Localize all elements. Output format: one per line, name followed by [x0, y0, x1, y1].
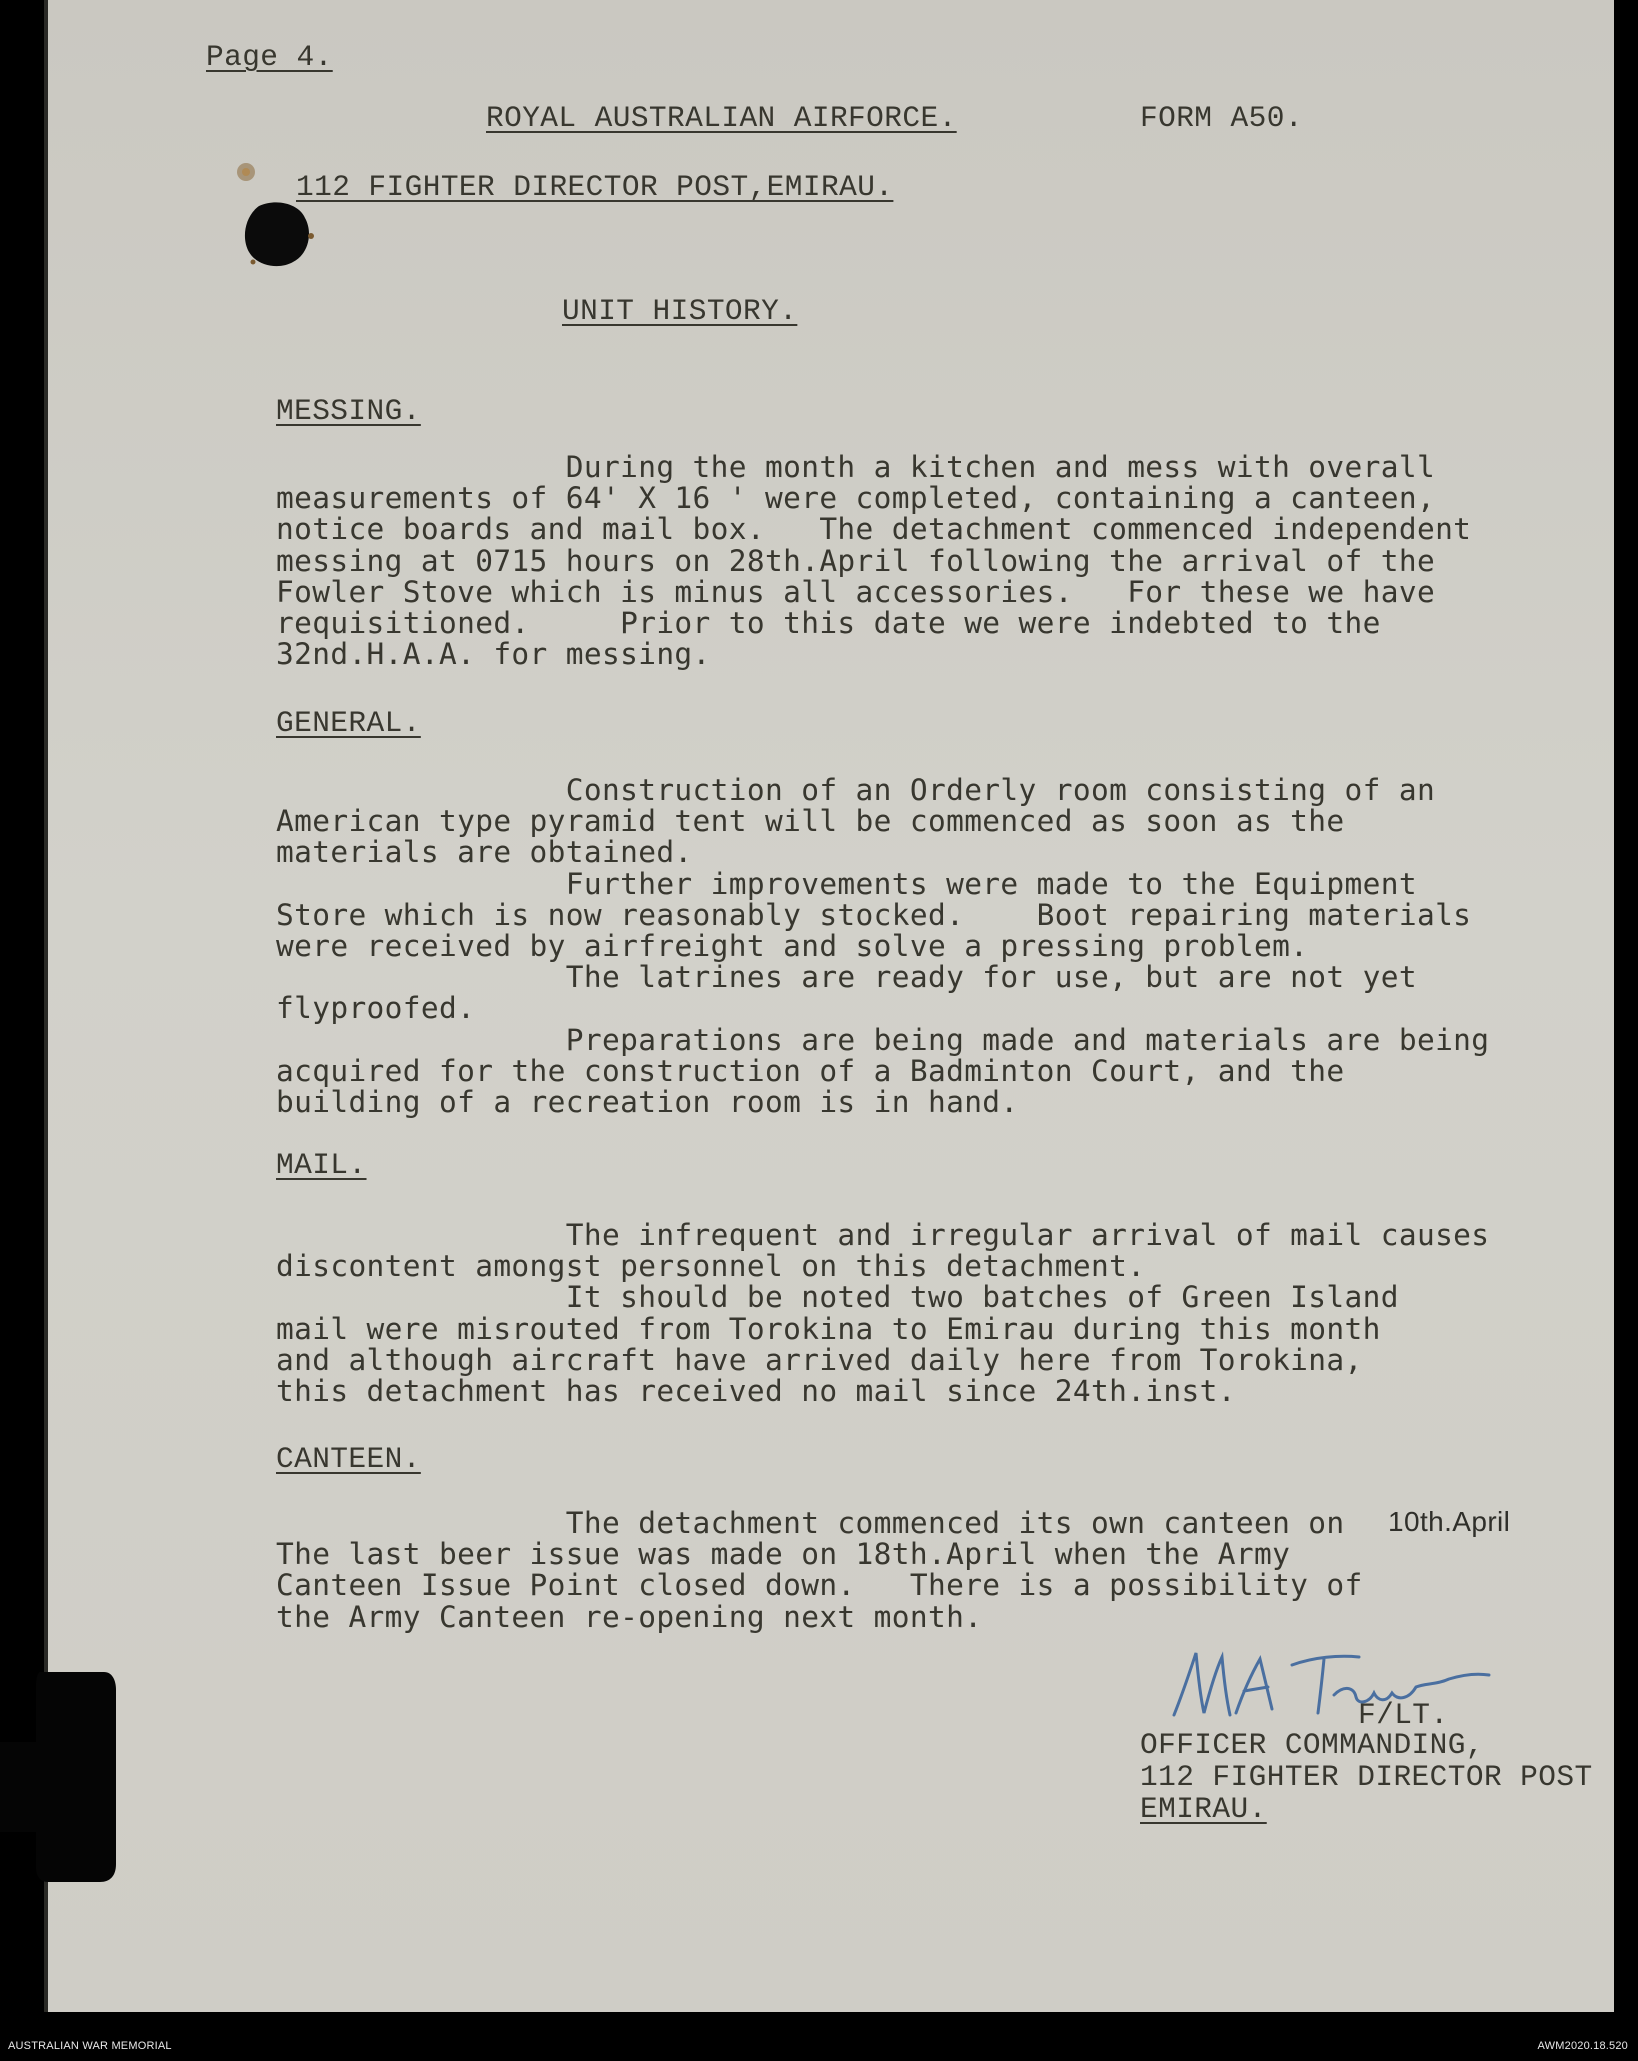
footer-right: AWM2020.18.520 — [1537, 2040, 1628, 2052]
signatory-title: OFFICER COMMANDING, — [1140, 1728, 1484, 1762]
header-unit: 112 FIGHTER DIRECTOR POST,EMIRAU. — [296, 170, 894, 204]
section-text-general: Construction of an Orderly room consisting of an American type pyramid tent will be commenced as soon as the materials are obtained. Further improvements were made to the Equipment Store which is now reasonably stocked. Boot repairing materials were received by airfreight and solve a pressing problem. The latrines are ready for use, but are not yet flyproofed. Preparations are being made and materials are being acquired for the construction of a Badminton Court, and the building of a recreation room is in hand. — [276, 773, 1490, 1120]
canteen-inserted-date: 10th.April — [1388, 1506, 1511, 1537]
section-heading-general: GENERAL. — [276, 706, 421, 740]
section-heading-messing: MESSING. — [276, 394, 421, 428]
burn-hole — [239, 196, 319, 274]
signatory-rank: F/LT. — [1358, 1698, 1449, 1732]
header-org: ROYAL AUSTRALIAN AIRFORCE. — [486, 101, 957, 135]
section-heading-canteen: CANTEEN. — [276, 1442, 421, 1476]
section-heading-mail: MAIL. — [276, 1148, 367, 1182]
signatory-location: EMIRAU. — [1140, 1792, 1267, 1826]
signatory-unit: 112 FIGHTER DIRECTOR POST — [1140, 1760, 1593, 1794]
document-page — [44, 0, 1614, 2012]
section-text-canteen: The detachment commenced its own canteen on The last beer issue was made on 18th.April when the Army Canteen Issue Point closed down. There is a possibility of the Army Canteen re-opening next month. — [276, 1506, 1363, 1634]
section-text-messing: During the month a kitchen and mess with overall measurements of 64' X 16 ' were completed, containing a canteen, notice boards and mail box. The detachment commenced independent messing at 0715 hours on 28th.April following the arrival of the Fowler Stove which is minus all accessories. For these we have requisitioned. Prior to this date we were indebted to the 32nd.H.A.A. for messing. — [276, 450, 1472, 672]
page-number: Page 4. — [206, 40, 333, 74]
binding-hole-shadow — [0, 1672, 120, 1882]
footer-left: AUSTRALIAN WAR MEMORIAL — [8, 2040, 172, 2052]
stain-mark — [216, 156, 286, 186]
section-text-mail: The infrequent and irregular arrival of mail causes discontent amongst personnel on this detachment. It should be noted two batches of Green Island mail were misrouted from Torokina to Emirau during this month and although aircraft have arrived daily here from Torokina, this detachment has received no mail since 24th.inst. — [276, 1218, 1490, 1409]
header-form: FORM A50. — [1140, 101, 1303, 135]
document-title: UNIT HISTORY. — [562, 294, 798, 328]
